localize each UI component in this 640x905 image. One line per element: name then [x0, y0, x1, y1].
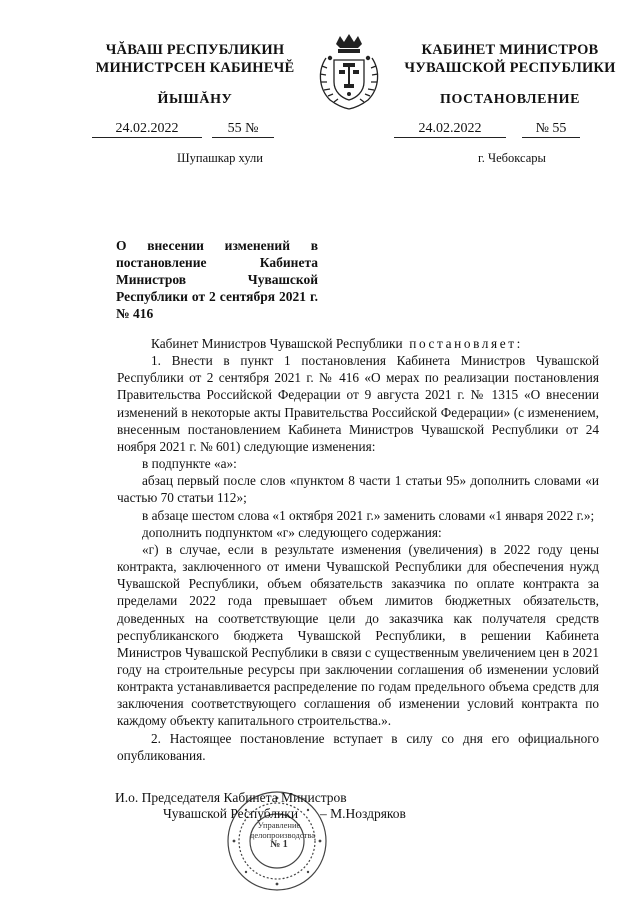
stamp-text [250, 820, 315, 850]
preamble-lead: Кабинет Министров Чувашской Республики [151, 336, 403, 351]
document-subject: О внесении изменений в постановление Кабинета Министров Чувашской Республики от 2 сентября 2021 г. № 416 [116, 238, 318, 321]
coat-of-arms-icon [312, 32, 386, 112]
body-paragraph: в подпункте «а»: [142, 456, 237, 472]
right-header-line2: ЧУВАШСКОЙ РЕСПУБЛИКИ [404, 60, 616, 76]
body-paragraph: в абзаце шестом слова «1 октября 2021 г.» заменить словами «1 января 2022 г.»; [142, 507, 595, 523]
document-body [117, 335, 599, 764]
right-header-line1: КАБИНЕТ МИНИСТРОВ [421, 42, 599, 58]
right-header-title [392, 41, 628, 77]
right-city: г. Чебоксары [478, 151, 546, 165]
body-paragraph: «г) в случае, если в результате изменения (увеличения) в 2022 году цены контракта, заключенного от имени Чувашской Республики для обеспечения нужд Чувашской Республики, объем обязательств заказчика по оплате контракта за пределами 2022 года превышает объем лимитов бюджетных обязательств, доведенных на соответствующие цели до заказчика как получателя средств республиканского бюджета Чувашской Республики, в решении Кабинета Министров Чувашской Республики в связи с существенным увеличением цен в 2021 году на строительные ресурсы при заключении соглашения об изменении условий контракта устанавливается распределение по годам предельного объема средств для заключения соответствующего соглашения об изменении условий контракта по каждому объекту капитального строительства.». [117, 541, 599, 729]
stamp-number: № 1 [270, 839, 288, 850]
left-header-title [70, 41, 320, 77]
body-paragraph: абзац первый после слов «пунктом 8 части 1 статьи 95» дополнить словами «и частью 70 статьи 112»; [117, 473, 599, 506]
body-paragraph: 2. Настоящее постановление вступает в силу со дня его официального опубликования. [117, 730, 599, 763]
left-city: Шупашкар хули [177, 151, 263, 165]
left-date-field: 24.02.2022 [92, 121, 202, 138]
left-number-field: 55 № [212, 121, 274, 138]
left-header-line1: ЧĂВАШ РЕСПУБЛИКИН [105, 42, 285, 58]
right-number-field: № 55 [522, 121, 580, 138]
signatory-name: – М.Ноздряков [320, 806, 406, 821]
body-paragraph: дополнить подпунктом «г» следующего содержания: [142, 524, 442, 540]
body-paragraph: 1. Внести в пункт 1 постановления Кабинета Министров Чувашской Республики от 2 сентября 2021 г. № 416 «О мерах по реализации постановления Правительства Российской Федерации от 9 августа 2021 г. № 1315 «О внесении изменений в некоторые акты Правительства Российской Федерации» (с изменением, внесенным постановлением Кабинета Министров Чувашской Республики от 24 ноября 2021 г. № 601) следующие изменения: [117, 353, 599, 454]
preamble [117, 335, 599, 352]
signatory-title-line2: Чувашской Республики [163, 806, 299, 821]
preamble-verb: постановляет: [409, 336, 523, 351]
right-date-field: 24.02.2022 [394, 121, 506, 138]
stamp-line2: делопроизводства [250, 830, 315, 840]
left-header-line2: МИНИСТРСЕН КАБИНЕЧĔ [95, 60, 295, 76]
left-document-type: ЙЫШĂНУ [157, 92, 233, 107]
signatory-title: И.о. Председателя Кабинета Министров [115, 790, 347, 805]
right-document-type: ПОСТАНОВЛЕНИЕ [439, 92, 581, 107]
stamp-line1: Управление [257, 820, 301, 830]
